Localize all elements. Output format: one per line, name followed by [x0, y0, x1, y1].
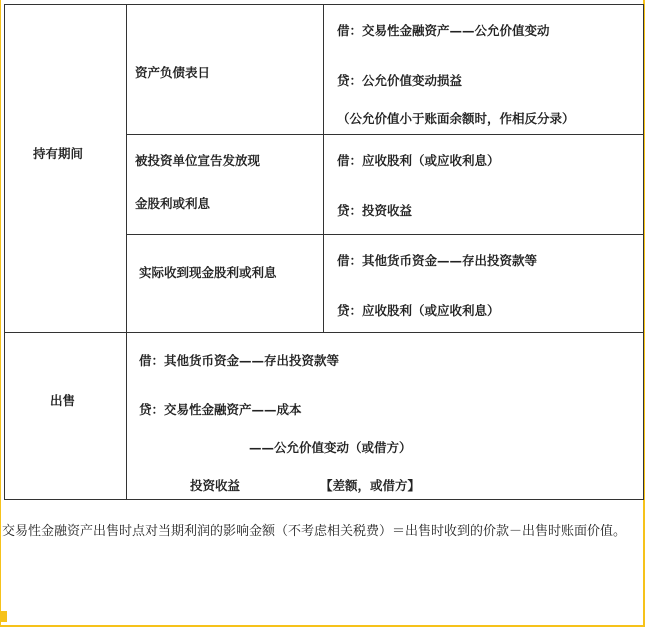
row-divider — [126, 234, 644, 235]
entry-debit: 借：交易性金融资产——公允价值变动 — [337, 23, 550, 38]
entry-credit-cont: ——公允价值变动（或借方） — [249, 440, 412, 455]
corner-marker — [0, 611, 7, 622]
entry-debit: 借：其他货币资金——存出投资款等 — [139, 353, 340, 368]
table-bottom-border — [4, 499, 644, 500]
row-divider — [4, 332, 644, 333]
event-balance-sheet-date: 资产负债表日 — [135, 65, 211, 80]
entry-debit: 借：应收股利（或应收利息） — [337, 153, 500, 168]
column-divider — [126, 4, 127, 500]
event-dividend-declared-cont: 金股利或利息 — [135, 196, 211, 211]
entry-credit-note: 【差额，或借方】 — [320, 478, 421, 493]
footnote-text: 交易性金融资产出售时点对当期利润的影响金额（不考虑相关税费）＝出售时收到的价款－出售时账面价值。 — [2, 524, 627, 539]
entry-note: （公允价值小于账面余额时，作相反分录） — [337, 111, 575, 126]
column-divider — [323, 4, 324, 333]
entry-credit: 贷：应收股利（或应收利息） — [337, 303, 500, 318]
holding-period-label: 持有期间 — [33, 146, 84, 161]
row-divider — [126, 134, 644, 135]
entry-credit: 贷：投资收益 — [337, 203, 413, 218]
event-dividend-received: 实际收到现金股利或利息 — [139, 265, 277, 280]
table-right-border — [643, 4, 644, 500]
entry-credit-investment-income: 投资收益 — [190, 478, 241, 493]
sale-label: 出售 — [50, 393, 76, 408]
entry-credit: 贷：交易性金融资产——成本 — [139, 402, 302, 417]
entry-credit: 贷：公允价值变动损益 — [337, 73, 463, 88]
table-left-border — [4, 4, 5, 500]
event-dividend-declared: 被投资单位宣告发放现 — [135, 153, 261, 168]
table-top-border — [4, 4, 644, 5]
entry-debit: 借：其他货币资金——存出投资款等 — [337, 253, 538, 268]
